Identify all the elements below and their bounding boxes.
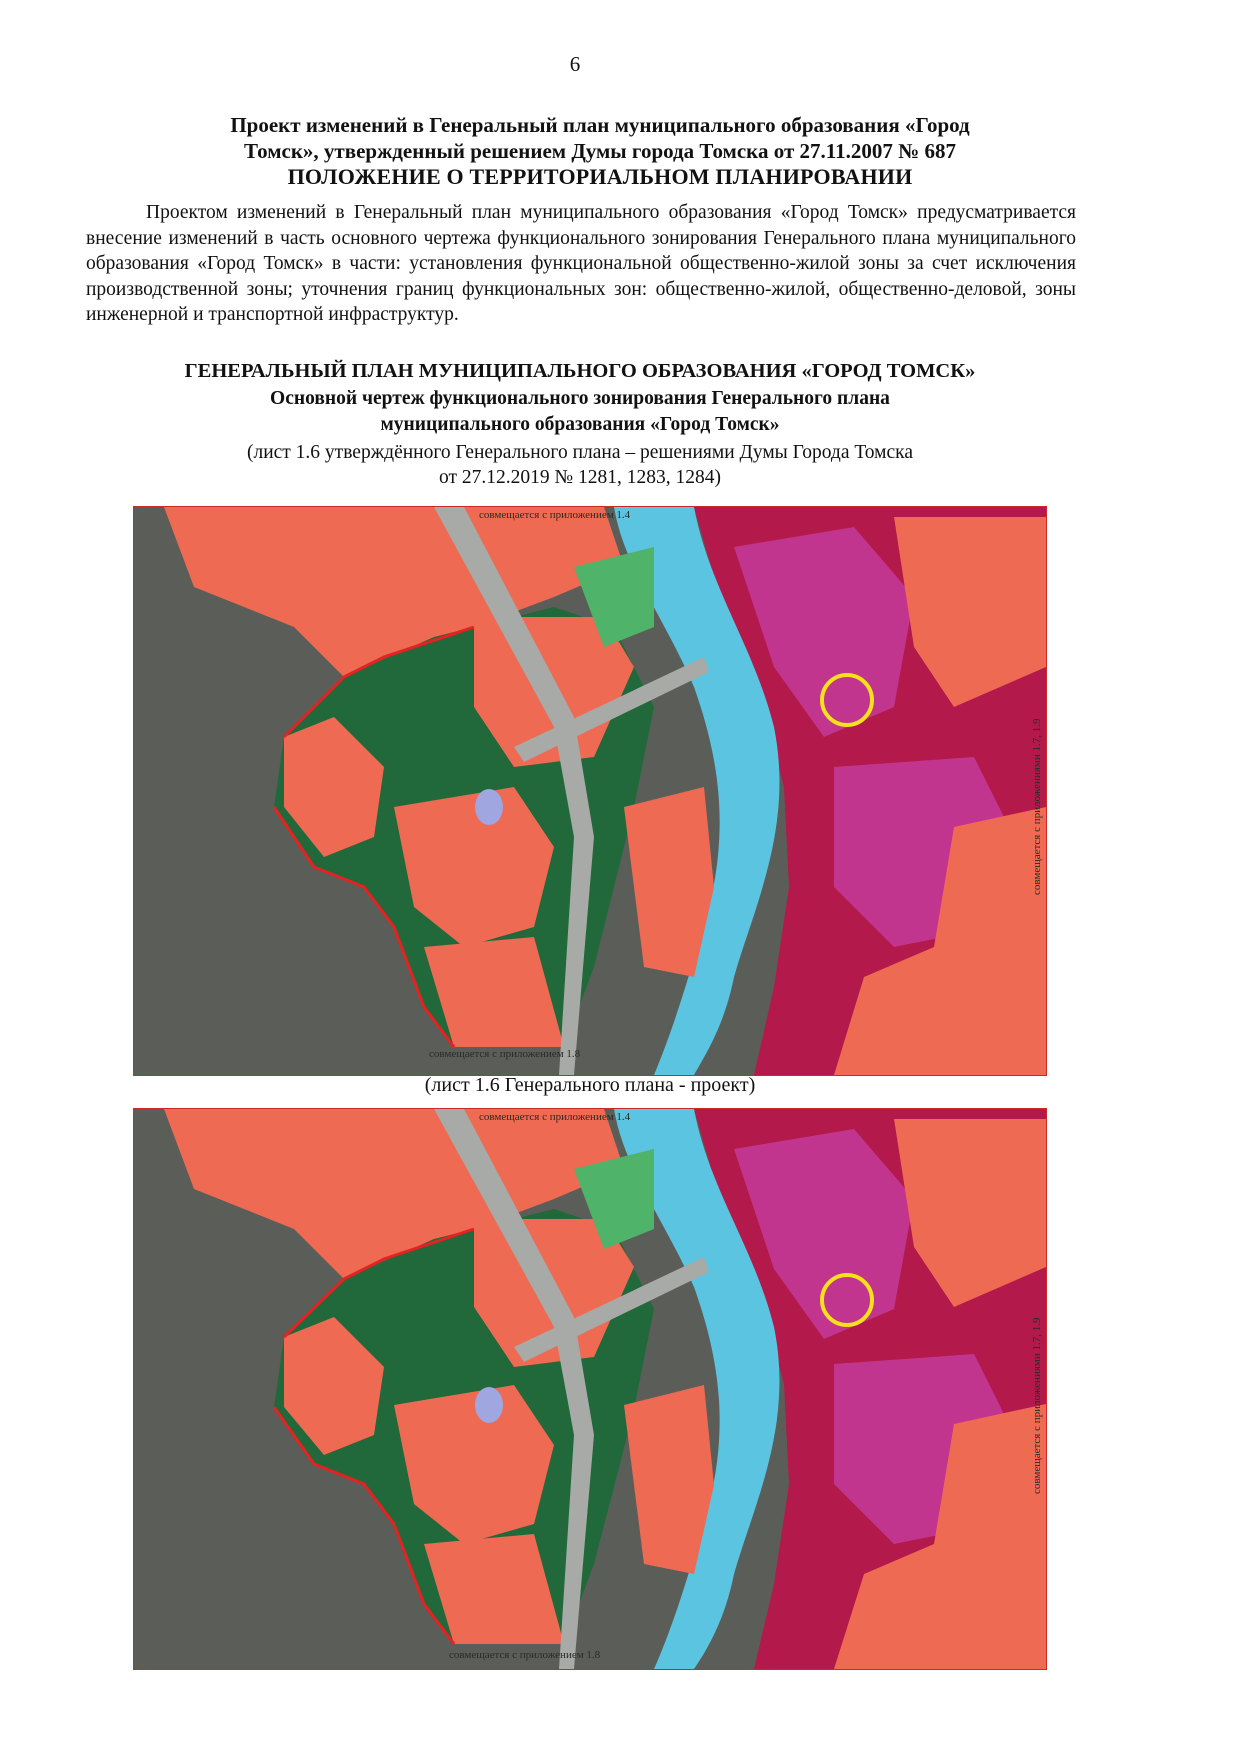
zoning-map-approved [133,506,1047,1076]
map-caption: (лист 1.6 Генерального плана - проект) [424,1074,756,1096]
plan-note [120,440,1040,490]
zoning-map-project [133,1108,1047,1670]
map-label-right: совмещается с приложениями 1.7, 1.9 [1031,718,1043,895]
map-label-top: совмещается с приложением 1.4 [479,1111,631,1123]
title-line-2: Томск», утвержденный решением Думы города Томска от 27.11.2007 № 687 [244,139,956,163]
zoning-map-approved-graphic [134,507,1046,1075]
page-number: 6 [569,52,581,76]
plan-heading: ГЕНЕРАЛЬНЫЙ ПЛАН МУНИЦИПАЛЬНОГО ОБРАЗОВАНИЯ «ГОРОД ТОМСК» [184,360,976,382]
pond [475,789,503,825]
plan-subtitle [160,386,1000,438]
map-label-bottom: совмещается с приложением 1.8 [449,1649,601,1661]
map-label-right: совмещается с приложениями 1.7, 1.9 [1031,1317,1043,1494]
plan-note-line-1: (лист 1.6 утверждённого Генерального плана – решениями Думы Города Томска [246,442,914,463]
zoning-map-project-graphic [134,1109,1046,1669]
map-label-top: совмещается с приложением 1.4 [479,509,631,521]
plan-subtitle-line-2: муниципального образования «Город Томск» [380,414,780,435]
plan-note-line-2: от 27.12.2019 № 1281, 1283, 1284) [439,467,721,488]
intro-paragraph: Проектом изменений в Генеральный план муниципального образования «Город Томск» предусматривается внесение изменений в часть основного чертежа функционального зонирования Генерального плана муниципального образования «Город Томск» в части: установления функциональной общественно-жилой зоны за счет исключения производственной зоны; уточнения границ функциональных зон: общественно-жилой, общественно-деловой, зоны инженерной и транспортной инфраструктур. [86,202,1076,325]
plan-subtitle-line-1: Основной чертеж функционального зонирования Генерального плана [270,388,890,409]
document-title [150,112,1050,190]
pond [475,1387,503,1423]
section-heading: ПОЛОЖЕНИЕ О ТЕРРИТОРИАЛЬНОМ ПЛАНИРОВАНИИ [287,164,913,189]
map-label-bottom: совмещается с приложением 1.8 [429,1048,581,1060]
title-line-1: Проект изменений в Генеральный план муниципального образования «Город [230,113,970,137]
